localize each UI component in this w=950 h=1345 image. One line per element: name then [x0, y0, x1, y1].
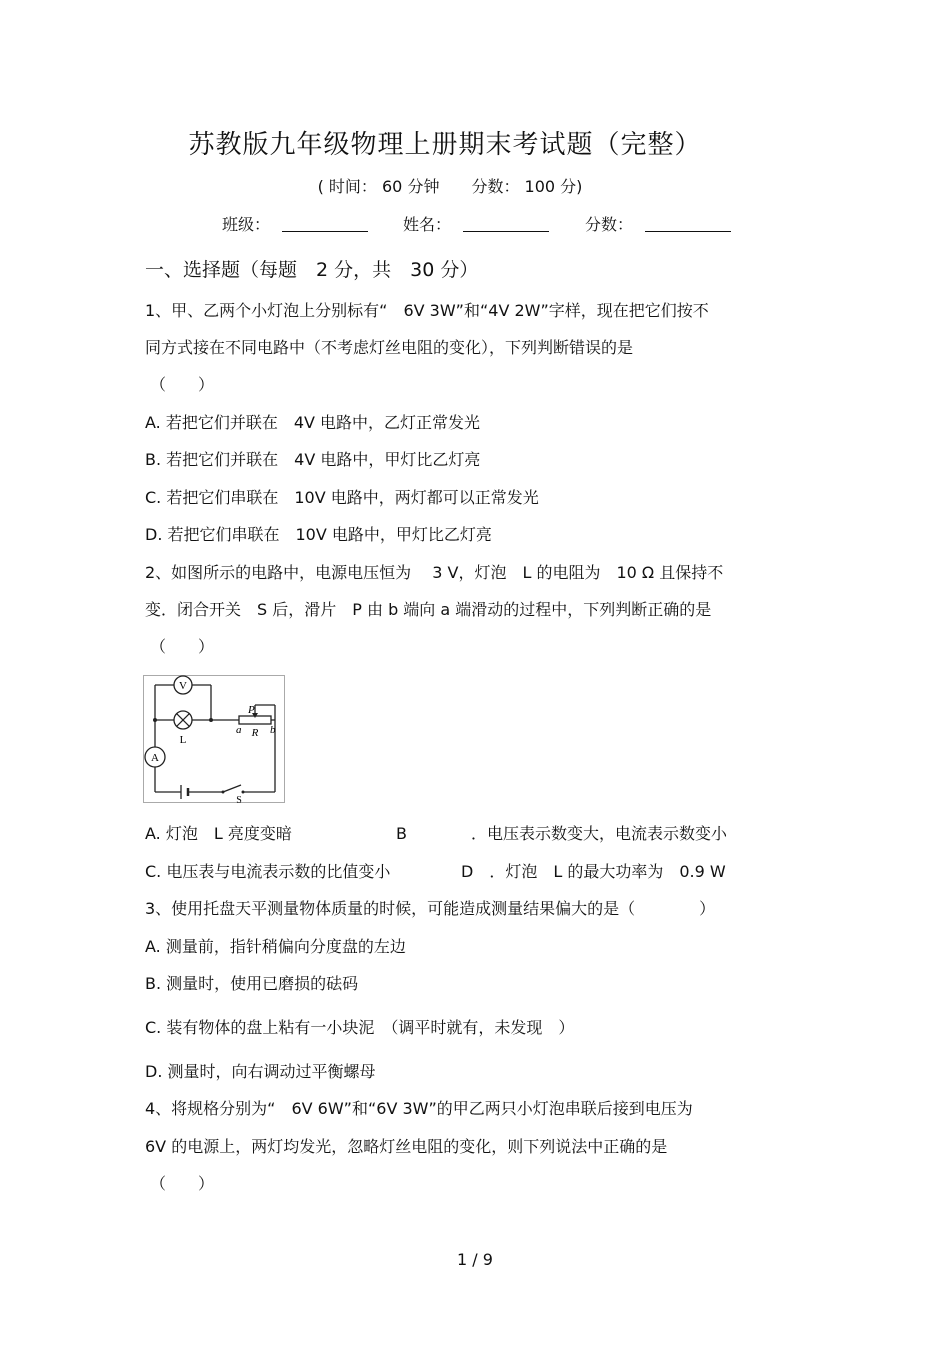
q2-stem-line2: 变．闭合开关 S 后，滑片 P 由 b 端向 a 端滑动的过程中，下列判断正确的是: [145, 600, 712, 619]
circuit-diagram: [143, 675, 285, 803]
q1-option-b: B. 若把它们并联在 4V 电路中，甲灯比乙灯亮: [145, 450, 481, 469]
q3-option-b: B. 测量时，使用已磨损的砝码: [145, 974, 359, 993]
ammeter-label: A: [151, 752, 159, 764]
name-field: [403, 212, 549, 235]
section-heading: 一、选择题（每题 2 分，共 30 分）: [145, 259, 479, 281]
q1-option-a: A. 若把它们并联在 4V 电路中，乙灯正常发光: [145, 413, 481, 432]
q2-option-b: B ．电压表示数变大，电流表示数变小: [396, 824, 727, 843]
q3-stem: 3、使用托盘天平测量物体质量的时候，可能造成测量结果偏大的是（ ）: [145, 899, 716, 918]
q1-option-d: D. 若把它们串联在 10V 电路中，甲灯比乙灯亮: [145, 525, 492, 544]
q2-stem-line1: 2、如图所示的电路中，电源电压恒为 3 V，灯泡 L 的电阻为 10 Ω 且保持不: [145, 563, 724, 582]
class-field: [222, 212, 368, 235]
q1-stem-line1: 1、甲、乙两个小灯泡上分别标有“ 6V 3W”和“4V 2W”字样，现在把它们按不: [145, 301, 709, 320]
q2-option-d: D ．灯泡 L 的最大功率为 0.9 W: [461, 862, 726, 881]
voltmeter-label: V: [179, 680, 187, 692]
end-a-label: a: [236, 724, 242, 736]
q3-option-c: C. 装有物体的盘上粘有一小块泥 （调平时就有，未发现 ）: [145, 1018, 575, 1037]
q1-answer-paren: （ ）: [150, 375, 215, 394]
q3-option-d: D. 测量时，向右调动过平衡螺母: [145, 1062, 376, 1081]
class-blank: [282, 215, 368, 232]
class-label: 班级：: [222, 215, 271, 234]
exam-time-score: ( 时间： 60 分钟 分数： 100 分): [317, 177, 583, 196]
name-blank: [463, 215, 549, 232]
score-field: [585, 212, 731, 235]
slider-label: P: [248, 704, 255, 716]
score-label: 分数：: [585, 215, 634, 234]
page-number: 1 / 9: [457, 1250, 493, 1269]
end-b-label: b: [270, 724, 276, 736]
q2-option-a: A. 灯泡 L 亮度变暗: [145, 824, 292, 843]
q3-option-a: A. 测量前，指针稍偏向分度盘的左边: [145, 937, 406, 956]
q1-option-c: C. 若把它们串联在 10V 电路中，两灯都可以正常发光: [145, 488, 539, 507]
q2-answer-paren: （ ）: [150, 637, 215, 656]
q4-stem-line1: 4、将规格分别为“ 6V 6W”和“6V 3W”的甲乙两只小灯泡串联后接到电压为: [145, 1099, 693, 1118]
switch-label: S: [236, 795, 242, 803]
page-title: 苏教版九年级物理上册期末考试题（完整）: [188, 130, 702, 160]
name-label: 姓名：: [403, 215, 452, 234]
rheostat-label: R: [251, 727, 259, 739]
lamp-label: L: [179, 734, 187, 746]
q4-answer-paren: （ ）: [150, 1174, 215, 1193]
q2-option-c: C. 电压表与电流表示数的比值变小: [145, 862, 391, 881]
score-blank: [645, 215, 731, 232]
q4-stem-line2: 6V 的电源上，两灯均发光，忽略灯丝电阻的变化，则下列说法中正确的是: [145, 1137, 668, 1156]
q1-stem-line2: 同方式接在不同电路中（不考虑灯丝电阻的变化），下列判断错误的是: [145, 338, 634, 357]
